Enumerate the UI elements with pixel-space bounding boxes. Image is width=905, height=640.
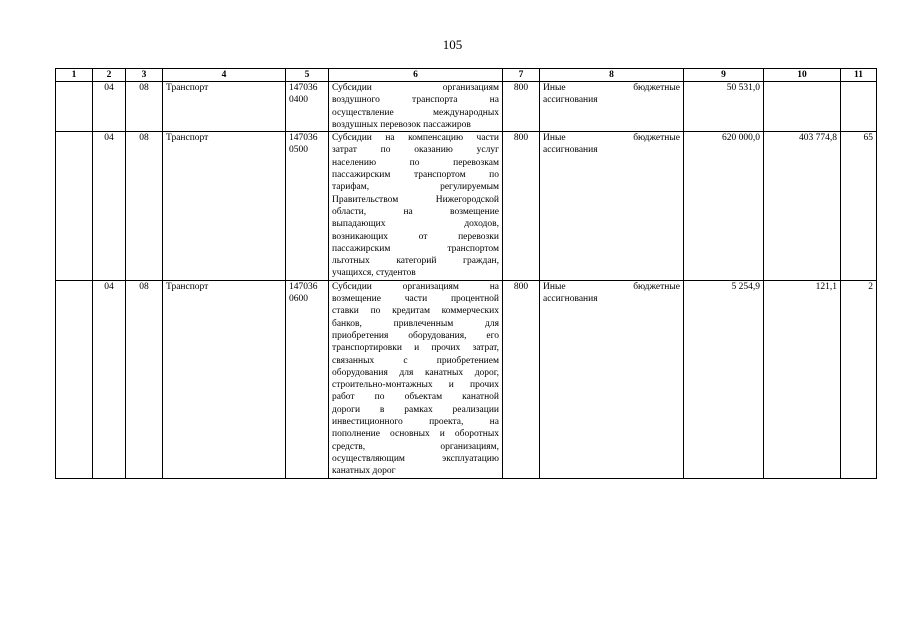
cell-line: Иные бюджетные — [543, 133, 680, 144]
cell-line: ставки по кредитам коммерческих — [332, 306, 499, 317]
cell-line: воздушных перевозок пассажиров — [332, 119, 471, 130]
cell-amount-plan: 5 254,9 — [684, 280, 764, 478]
cell-line: Иные бюджетные — [543, 83, 680, 93]
cell-amount-plan: 50 531,0 — [684, 82, 764, 132]
cell-line: приобретения оборудования, его — [332, 330, 499, 341]
cell-percent: 2 — [841, 280, 877, 478]
column-header: 4 — [163, 69, 286, 82]
cell-description — [329, 280, 503, 478]
cell-subsection: 08 — [126, 82, 163, 132]
cell-line: 147036 — [289, 83, 318, 93]
cell-description — [329, 132, 503, 281]
cell-expense-type: 800 — [503, 280, 540, 478]
cell-line: ассигнования — [543, 294, 598, 305]
cell-name: Транспорт — [163, 82, 286, 132]
cell-line: дороги в рамках реализации — [332, 404, 499, 415]
column-header: 10 — [764, 69, 841, 82]
cell-target-code — [286, 82, 329, 132]
cell-line: Правительством Нижегородской — [332, 194, 499, 205]
cell-line: ассигнования — [543, 145, 598, 156]
cell-line: учащихся, студентов — [332, 268, 416, 279]
cell-description — [329, 82, 503, 132]
column-header: 8 — [540, 69, 684, 82]
cell-line: воздушного транспорта на — [332, 95, 499, 106]
cell-line: транспортировки и прочих затрат, — [332, 343, 499, 354]
column-header: 7 — [503, 69, 540, 82]
cell-section: 04 — [93, 132, 126, 281]
cell-target-code — [286, 280, 329, 478]
cell-line: возникающих от перевозки — [332, 231, 499, 242]
cell-line: Иные бюджетные — [543, 281, 680, 292]
cell-col1 — [56, 82, 93, 132]
cell-section: 04 — [93, 82, 126, 132]
cell-expense-group — [540, 132, 684, 281]
cell-col1 — [56, 132, 93, 281]
table-row — [56, 82, 877, 132]
column-header: 3 — [126, 69, 163, 82]
cell-amount-actual: 121,1 — [764, 280, 841, 478]
column-header: 11 — [841, 69, 877, 82]
column-header: 2 — [93, 69, 126, 82]
cell-line: 0400 — [289, 95, 308, 106]
cell-line: пассажирским транспортом — [332, 243, 499, 254]
cell-name: Транспорт — [163, 280, 286, 478]
cell-line: осуществление международных — [332, 107, 499, 118]
cell-line: Субсидии организациям на — [332, 281, 499, 292]
cell-line: Субсидии организациям — [332, 83, 499, 93]
cell-line: инвестиционного проекта, на — [332, 417, 499, 428]
column-header: 5 — [286, 69, 329, 82]
cell-line: 0500 — [289, 145, 308, 156]
table-row — [56, 132, 877, 281]
cell-line: работ по объектам канатной — [332, 392, 499, 403]
cell-section: 04 — [93, 280, 126, 478]
column-header: 6 — [329, 69, 503, 82]
cell-col1 — [56, 280, 93, 478]
budget-table — [55, 68, 877, 479]
cell-subsection: 08 — [126, 132, 163, 281]
cell-line: средств, организациям, — [332, 441, 499, 452]
cell-amount-actual: 403 774,8 — [764, 132, 841, 281]
cell-subsection: 08 — [126, 280, 163, 478]
cell-line: Субсидии на компенсацию части — [332, 133, 499, 144]
cell-expense-group — [540, 82, 684, 132]
cell-expense-group — [540, 280, 684, 478]
cell-line: области, на возмещение — [332, 206, 499, 217]
cell-target-code — [286, 132, 329, 281]
page-number: 105 — [442, 37, 463, 52]
column-header: 1 — [56, 69, 93, 82]
cell-line: 147036 — [289, 133, 318, 144]
cell-line: 147036 — [289, 281, 318, 292]
cell-line: банков, привлеченным для — [332, 318, 499, 329]
cell-line: канатных дорог — [332, 466, 396, 477]
cell-line: 0600 — [289, 294, 308, 305]
header-row — [56, 69, 877, 82]
table-row — [56, 280, 877, 478]
cell-line: оборудования для канатных дорог, — [332, 367, 499, 378]
cell-percent: 65 — [841, 132, 877, 281]
cell-line: выпадающих доходов, — [332, 219, 499, 230]
cell-line: льготных категорий граждан, — [332, 256, 499, 267]
cell-line: населению по перевозкам — [332, 157, 499, 168]
cell-line: связанных с приобретением — [332, 355, 499, 366]
cell-amount-plan: 620 000,0 — [684, 132, 764, 281]
cell-line: пассажирским транспортом по — [332, 170, 499, 181]
cell-line: ассигнования — [543, 95, 598, 106]
cell-percent — [841, 82, 877, 132]
cell-line: строительно-монтажных и прочих — [332, 380, 499, 391]
cell-name: Транспорт — [163, 132, 286, 281]
column-header: 9 — [684, 69, 764, 82]
cell-line: затрат по оказанию услуг — [332, 145, 499, 156]
cell-line: осуществляющим эксплуатацию — [332, 453, 499, 464]
cell-line: тарифам, регулируемым — [332, 182, 499, 193]
cell-expense-type: 800 — [503, 82, 540, 132]
cell-expense-type: 800 — [503, 132, 540, 281]
cell-amount-actual — [764, 82, 841, 132]
cell-line: возмещение части процентной — [332, 294, 499, 305]
cell-line: пополнение основных и оборотных — [332, 429, 499, 440]
